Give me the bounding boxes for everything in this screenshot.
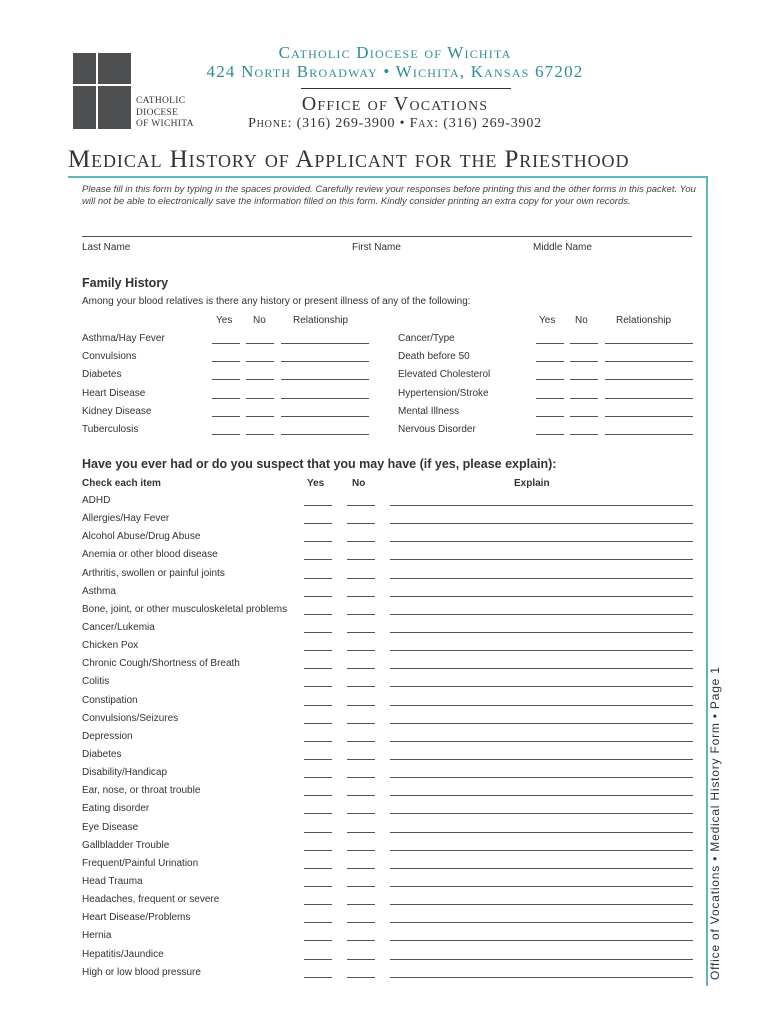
condition-yes-blank[interactable] — [304, 523, 332, 524]
family-history-item: Convulsions — [82, 351, 137, 363]
condition-no-blank[interactable] — [347, 741, 375, 742]
fh-no-blank[interactable] — [246, 379, 274, 380]
fh-yes-blank[interactable] — [536, 434, 564, 435]
condition-item: Diabetes — [82, 748, 122, 760]
fh-right-yes-header: Yes — [539, 315, 556, 326]
fh-relationship-blank[interactable] — [281, 379, 369, 380]
condition-explain-blank[interactable] — [390, 632, 693, 633]
condition-yes-blank[interactable] — [304, 596, 332, 597]
fh-yes-blank[interactable] — [212, 398, 240, 399]
family-history-item: Death before 50 — [398, 351, 470, 363]
fh-relationship-blank[interactable] — [281, 361, 369, 362]
family-history-item: Heart Disease — [82, 387, 146, 399]
family-history-item: Diabetes — [82, 369, 122, 381]
condition-explain-blank[interactable] — [390, 668, 693, 669]
condition-explain-blank[interactable] — [390, 723, 693, 724]
name-entry-line[interactable] — [82, 236, 692, 237]
logo-line-3: OF WICHITA — [136, 119, 194, 129]
condition-item: Eating disorder — [82, 803, 150, 815]
fh-yes-blank[interactable] — [212, 343, 240, 344]
condition-no-blank[interactable] — [347, 959, 375, 960]
check-each-item-header: Check each item — [82, 478, 161, 489]
condition-no-blank[interactable] — [347, 686, 375, 687]
condition-yes-blank[interactable] — [304, 668, 332, 669]
fh-right-relationship-header: Relationship — [616, 315, 672, 326]
condition-item: Depression — [82, 730, 133, 742]
condition-item: Alcohol Abuse/Drug Abuse — [82, 531, 201, 543]
condition-item: Gallbladder Trouble — [82, 839, 170, 851]
logo-line-2: DIOCESE — [136, 107, 179, 118]
fh-relationship-blank[interactable] — [605, 398, 693, 399]
condition-explain-blank[interactable] — [390, 959, 693, 960]
condition-explain-blank[interactable] — [390, 686, 693, 687]
condition-item: Hernia — [82, 930, 112, 942]
condition-item: Heart Disease/Problems — [82, 912, 191, 924]
condition-explain-blank[interactable] — [390, 759, 693, 760]
condition-no-blank[interactable] — [347, 850, 375, 851]
condition-explain-blank[interactable] — [390, 614, 693, 615]
family-history-item: Mental Illness — [398, 405, 460, 417]
condition-yes-blank[interactable] — [304, 705, 332, 706]
fh-yes-blank[interactable] — [212, 434, 240, 435]
condition-item: Chronic Cough/Shortness of Breath — [82, 658, 240, 670]
fh-no-blank[interactable] — [570, 361, 598, 362]
condition-item: Cancer/Lukemia — [82, 621, 155, 633]
fh-yes-blank[interactable] — [212, 416, 240, 417]
condition-no-blank[interactable] — [347, 940, 375, 941]
condition-yes-blank[interactable] — [304, 686, 332, 687]
fh-relationship-blank[interactable] — [605, 361, 693, 362]
condition-yes-blank[interactable] — [304, 868, 332, 869]
condition-item: Bone, joint, or other musculoskeletal problems — [82, 603, 288, 615]
condition-explain-blank[interactable] — [390, 940, 693, 941]
condition-yes-blank[interactable] — [304, 614, 332, 615]
condition-explain-blank[interactable] — [390, 741, 693, 742]
fh-no-blank[interactable] — [570, 343, 598, 344]
fh-no-blank[interactable] — [570, 416, 598, 417]
sidebar-footer: Office of Vocations • Medical History Form • Page 1 — [708, 666, 722, 980]
condition-no-blank[interactable] — [347, 795, 375, 796]
condition-no-blank[interactable] — [347, 977, 375, 978]
fh-no-blank[interactable] — [246, 416, 274, 417]
condition-no-blank[interactable] — [347, 541, 375, 542]
condition-no-blank[interactable] — [347, 868, 375, 869]
fh-relationship-blank[interactable] — [281, 434, 369, 435]
condition-yes-blank[interactable] — [304, 723, 332, 724]
condition-item: Hepatitis/Jaundice — [82, 948, 164, 960]
condition-item: Frequent/Painful Urination — [82, 857, 199, 869]
conditions-no-header: No — [352, 478, 366, 489]
condition-yes-blank[interactable] — [304, 886, 332, 887]
fh-yes-blank[interactable] — [212, 361, 240, 362]
fh-left-relationship-header: Relationship — [293, 315, 349, 326]
condition-no-blank[interactable] — [347, 759, 375, 760]
title-rule — [68, 176, 708, 178]
condition-item: Head Trauma — [82, 875, 143, 887]
office-name: Office of Vocations — [301, 93, 489, 115]
condition-explain-blank[interactable] — [390, 868, 693, 869]
family-history-item: Nervous Disorder — [398, 424, 476, 435]
condition-yes-blank[interactable] — [304, 650, 332, 651]
condition-item: Arthritis, swollen or painful joints — [82, 567, 225, 579]
org-address: 424 North Broadway • Wichita, Kansas 67202 — [206, 62, 584, 81]
condition-explain-blank[interactable] — [390, 596, 693, 597]
fh-no-blank[interactable] — [570, 434, 598, 435]
fh-left-no-header: No — [253, 315, 266, 326]
condition-explain-blank[interactable] — [390, 505, 693, 506]
condition-no-blank[interactable] — [347, 523, 375, 524]
condition-yes-blank[interactable] — [304, 832, 332, 833]
condition-explain-blank[interactable] — [390, 904, 693, 905]
family-history-item: Tuberculosis — [82, 424, 139, 435]
diocese-logo — [73, 53, 131, 129]
family-history-item: Elevated Cholesterol — [398, 369, 491, 381]
condition-item: Anemia or other blood disease — [82, 549, 218, 561]
condition-no-blank[interactable] — [347, 596, 375, 597]
condition-yes-blank[interactable] — [304, 850, 332, 851]
condition-item: Ear, nose, or throat trouble — [82, 785, 201, 797]
logo-cross-horizontal — [73, 84, 131, 86]
condition-explain-blank[interactable] — [390, 559, 693, 560]
fh-yes-blank[interactable] — [536, 379, 564, 380]
condition-item: ADHD — [82, 495, 111, 506]
condition-item: Allergies/Hay Fever — [82, 513, 170, 525]
condition-yes-blank[interactable] — [304, 777, 332, 778]
condition-no-blank[interactable] — [347, 614, 375, 615]
condition-yes-blank[interactable] — [304, 940, 332, 941]
condition-yes-blank[interactable] — [304, 813, 332, 814]
last-name-label: Last Name — [82, 242, 131, 253]
condition-item: Colitis — [82, 676, 110, 688]
condition-no-blank[interactable] — [347, 632, 375, 633]
condition-item: Constipation — [82, 694, 138, 706]
condition-explain-blank[interactable] — [390, 850, 693, 851]
condition-yes-blank[interactable] — [304, 505, 332, 506]
condition-item: Eye Disease — [82, 821, 139, 833]
condition-explain-blank[interactable] — [390, 650, 693, 651]
conditions-yes-header: Yes — [307, 478, 325, 489]
condition-explain-blank[interactable] — [390, 795, 693, 796]
fh-relationship-blank[interactable] — [605, 343, 693, 344]
fh-no-blank[interactable] — [246, 398, 274, 399]
conditions-explain-header: Explain — [514, 478, 550, 489]
logo-line-1: CATHOLIC — [136, 96, 186, 106]
condition-yes-blank[interactable] — [304, 922, 332, 923]
condition-yes-blank[interactable] — [304, 959, 332, 960]
condition-yes-blank[interactable] — [304, 741, 332, 742]
fh-left-yes-header: Yes — [216, 315, 233, 326]
condition-no-blank[interactable] — [347, 832, 375, 833]
family-history-item: Asthma/Hay Fever — [82, 333, 165, 344]
fh-no-blank[interactable] — [246, 361, 274, 362]
fh-no-blank[interactable] — [246, 434, 274, 435]
fh-relationship-blank[interactable] — [605, 416, 693, 417]
condition-no-blank[interactable] — [347, 886, 375, 887]
condition-no-blank[interactable] — [347, 777, 375, 778]
condition-yes-blank[interactable] — [304, 541, 332, 542]
fh-yes-blank[interactable] — [536, 398, 564, 399]
instructions: Please fill in this form by typing in the spaces provided. Carefully review your responses before printing this and the other forms in this packet. You will not be able to electronically save the information filled on this form. Kindly consider printing an extra copy for your own records. — [82, 184, 696, 207]
page-title: Medical History of Applicant for the Priesthood — [68, 146, 630, 173]
condition-explain-blank[interactable] — [390, 922, 693, 923]
condition-yes-blank[interactable] — [304, 795, 332, 796]
condition-no-blank[interactable] — [347, 813, 375, 814]
condition-item: Convulsions/Seizures — [82, 712, 179, 724]
condition-no-blank[interactable] — [347, 705, 375, 706]
condition-yes-blank[interactable] — [304, 759, 332, 760]
fh-right-no-header: No — [575, 315, 588, 326]
condition-yes-blank[interactable] — [304, 632, 332, 633]
family-history-heading: Family History — [82, 276, 169, 290]
office-phone-fax: Phone: (316) 269-3900 • Fax: (316) 269-3902 — [248, 116, 542, 131]
family-history-item: Hypertension/Stroke — [398, 387, 489, 399]
condition-explain-blank[interactable] — [390, 813, 693, 814]
fh-relationship-blank[interactable] — [281, 416, 369, 417]
fh-relationship-blank[interactable] — [605, 434, 693, 435]
condition-explain-blank[interactable] — [390, 541, 693, 542]
logo-cross-vertical — [96, 53, 98, 129]
family-history-item: Kidney Disease — [82, 405, 152, 417]
middle-name-label: Middle Name — [533, 242, 592, 253]
org-name: Catholic Diocese of Wichita — [278, 43, 512, 62]
family-history-item: Cancer/Type — [398, 333, 455, 344]
condition-explain-blank[interactable] — [390, 777, 693, 778]
condition-item: Chicken Pox — [82, 640, 139, 652]
header-rule — [301, 88, 511, 89]
family-history-question: Among your blood relatives is there any history or present illness of any of the following: — [82, 296, 471, 307]
condition-item: Headaches, frequent or severe — [82, 894, 220, 906]
condition-no-blank[interactable] — [347, 668, 375, 669]
condition-yes-blank[interactable] — [304, 904, 332, 905]
first-name-label: First Name — [352, 242, 401, 253]
condition-no-blank[interactable] — [347, 578, 375, 579]
fh-yes-blank[interactable] — [536, 361, 564, 362]
fh-no-blank[interactable] — [570, 398, 598, 399]
condition-explain-blank[interactable] — [390, 705, 693, 706]
condition-no-blank[interactable] — [347, 505, 375, 506]
fh-yes-blank[interactable] — [536, 416, 564, 417]
condition-no-blank[interactable] — [347, 559, 375, 560]
condition-item: Disability/Handicap — [82, 767, 168, 779]
condition-no-blank[interactable] — [347, 723, 375, 724]
fh-relationship-blank[interactable] — [281, 398, 369, 399]
condition-yes-blank[interactable] — [304, 559, 332, 560]
fh-yes-blank[interactable] — [212, 379, 240, 380]
fh-no-blank[interactable] — [246, 343, 274, 344]
condition-yes-blank[interactable] — [304, 578, 332, 579]
condition-no-blank[interactable] — [347, 650, 375, 651]
condition-explain-blank[interactable] — [390, 523, 693, 524]
fh-no-blank[interactable] — [570, 379, 598, 380]
condition-explain-blank[interactable] — [390, 832, 693, 833]
condition-explain-blank[interactable] — [390, 578, 693, 579]
condition-item: Asthma — [82, 585, 116, 597]
condition-explain-blank[interactable] — [390, 977, 693, 978]
condition-no-blank[interactable] — [347, 922, 375, 923]
condition-explain-blank[interactable] — [390, 886, 693, 887]
condition-yes-blank[interactable] — [304, 977, 332, 978]
fh-yes-blank[interactable] — [536, 343, 564, 344]
condition-no-blank[interactable] — [347, 904, 375, 905]
condition-item: High or low blood pressure — [82, 966, 201, 978]
fh-relationship-blank[interactable] — [605, 379, 693, 380]
fh-relationship-blank[interactable] — [281, 343, 369, 344]
conditions-heading: Have you ever had or do you suspect that you may have (if yes, please explain): — [82, 457, 557, 471]
